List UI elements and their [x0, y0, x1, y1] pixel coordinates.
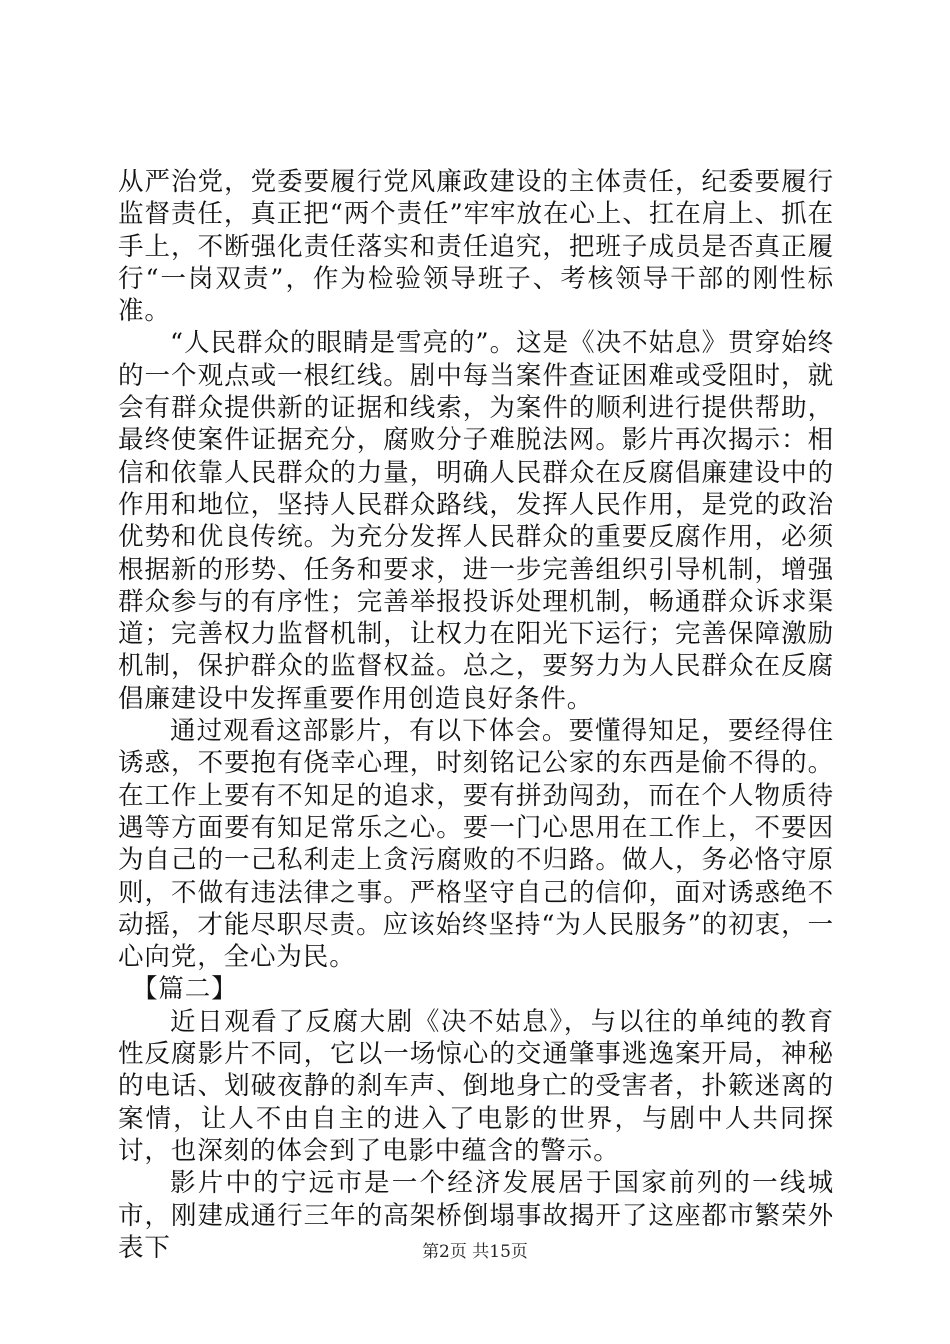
document-body [118, 166, 834, 1264]
paragraph-4: 近日观看了反腐大剧《决不姑息》，与以往的单纯的教育性反腐影片不同，它以一场惊心的交通肇事逃逸案开局，神秘的电话、划破夜静的刹车声、倒地身亡的受害者，扑簌迷离的案情，让人不由自主的进入了电影的世界，与剧中人共同探讨，也深刻的体会到了电影中蕴含的警示。 [118, 1006, 834, 1166]
section-heading: 【篇二】 [132, 974, 238, 1005]
paragraph-5: 影片中的宁远市是一个经济发展居于国家前列的一线城市，刚建成通行三年的高架桥倒塌事故揭开了这座都市繁荣外表下 [118, 1168, 834, 1263]
paragraph-3: 通过观看这部影片，有以下体会。要懂得知足，要经得住诱惑，不要抱有侥幸心理，时刻铭记公家的东西是偷不得的。在工作上要有不知足的追求，要有拼劲闯劲，而在个人物质待遇等方面要有知足常乐之心。要一门心思用在工作上，不要因为自己的一己私利走上贪污腐败的不归路。做人，务必恪守原则，不做有违法律之事。严格坚守自己的信仰，面对诱惑绝不动摇，才能尽职尽责。应该始终坚持“为人民服务”的初衷，一心向党，全心为民。 [118, 716, 834, 973]
paragraph-1: 从严治党，党委要履行党风廉政建设的主体责任，纪委要履行监督责任，真正把“两个责任”牢牢放在心上、扛在肩上、抓在手上，不断强化责任落实和责任追究，把班子成员是否真正履行“一岗双责”，作为检验领导班子、考核领导干部的刚性标准。 [118, 167, 834, 327]
paragraph-2: “人民群众的眼睛是雪亮的”。这是《决不姑息》贯穿始终的一个观点或一根红线。剧中每当案件查证困难或受阻时，就会有群众提供新的证据和线索，为案件的顺利进行提供帮助，最终使案件证据充分，腐败分子难脱法网。影片再次揭示：相信和依靠人民群众的力量，明确人民群众在反腐倡廉建设中的作用和地位，坚持人民群众路线，发挥人民作用，是党的政治优势和优良传统。为充分发挥人民群众的重要反腐作用，必须根据新的形势、任务和要求，进一步完善组织引导机制，增强群众参与的有序性；完善举报投诉处理机制，畅通群众诉求渠道；完善权力监督机制，让权力在阳光下运行；完善保障激励机制，保护群众的监督权益。总之，要努力为人民群众在反腐倡廉建设中发挥重要作用创造良好条件。 [118, 328, 834, 714]
page-number-footer: 第2页 共15页 [422, 1242, 528, 1262]
